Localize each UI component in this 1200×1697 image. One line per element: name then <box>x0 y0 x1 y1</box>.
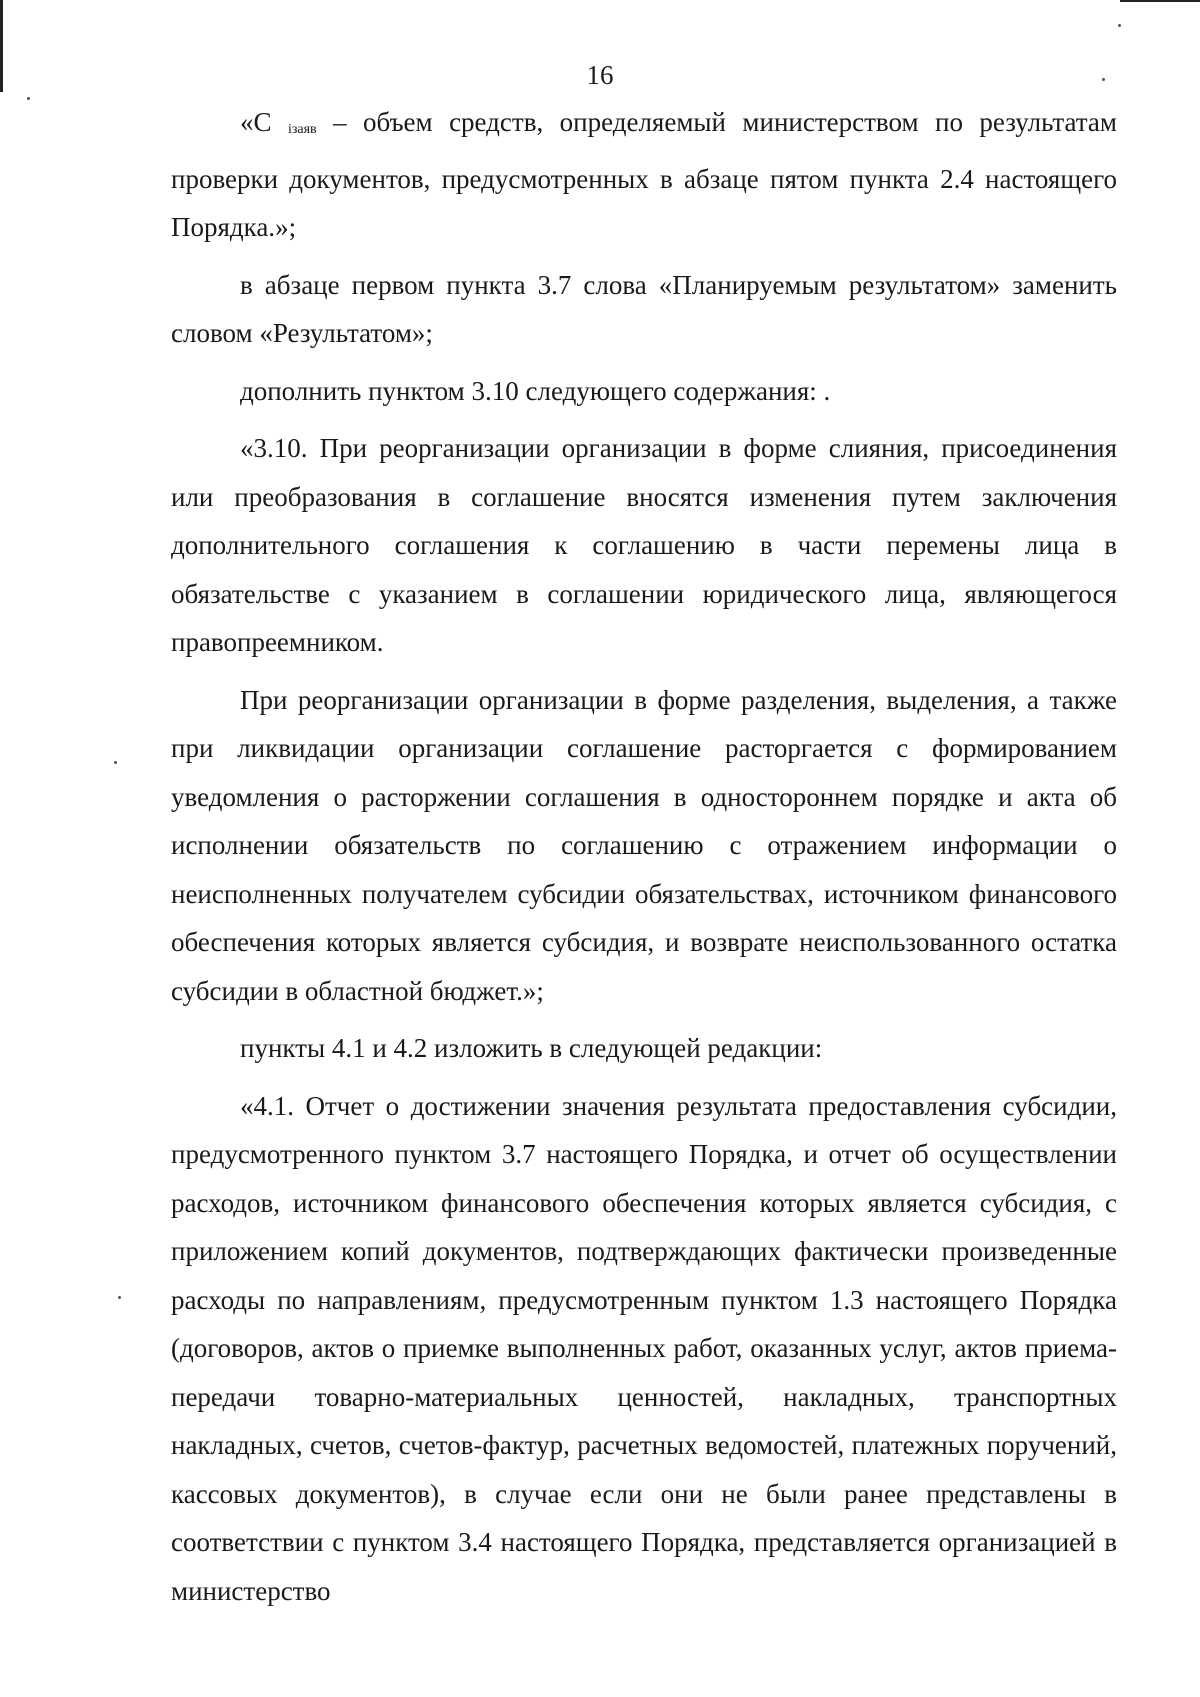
paragraph: «4.1. Отчет о достижении значения результата предоставления субсидии, предусмотренного пунктом 3.7 настоящего Порядка, и отчет об осуществлении расходов, источником финансового обеспечения которых является субсидия, с приложением копий документов, подтверждающих фактически произведенные расходы по направлениям, предусмотренным пунктом 1.3 настоящего Порядка (договоров, актов о приемке выполненных работ, оказанных услуг, актов приема-передачи товарно-материальных ценностей, накладных, транспортных накладных, счетов, счетов-фактур, расчетных ведомостей, платежных поручений, кассовых документов), в случае если они не были ранее представлены в соответствии с пунктом 3.4 настоящего Порядка, представляется организацией в министерство <box>171 1090 1117 1606</box>
paragraph <box>171 98 1117 252</box>
paragraph: При реорганизации организации в форме разделения, выделения, а также при ликвидации организации соглашение расторгается с формированием уведомления о расторжении соглашения в одностороннем порядке и акта об исполнении обязательств по соглашению с отражением информации о неисполненных получателем субсидии обязательствах, источником финансового обеспечения которых является субсидия, и возврате неиспользованного остатка субсидии в областной бюджет.»; <box>171 684 1117 1006</box>
document-body <box>171 98 1117 1615</box>
scan-dot <box>1118 24 1121 27</box>
page-number: 16 <box>586 60 614 90</box>
paragraph-text: «С <box>240 107 288 137</box>
paragraph: в абзаце первом пункта 3.7 слова «Планируемым результатом» заменить словом «Результатом»; <box>171 269 1117 348</box>
paragraph: «3.10. При реорганизации организации в форме слияния, присоединения или преобразования в соглашение вносятся изменения путем заключения дополнительного соглашения к соглашению в части перемены лица в обязательстве с указанием в соглашении юридического лица, являющегося правопреемником. <box>171 433 1117 657</box>
formula-subscript: iзаяв <box>287 122 317 137</box>
scan-edge-mark-top-right <box>1120 0 1200 2</box>
paragraph-text: – объем средств, определяемый министерством по результатам проверки документов, предусмотренных в абзаце пятом пункта 2.4 настоящего Порядка.»; <box>171 107 1117 242</box>
scan-dot <box>118 1296 121 1299</box>
paragraph: пункты 4.1 и 4.2 изложить в следующей редакции: <box>240 1033 823 1063</box>
scan-dot <box>114 761 117 764</box>
paragraph: дополнить пунктом 3.10 следующего содержания: . <box>240 375 831 406</box>
scan-dot <box>27 97 30 100</box>
